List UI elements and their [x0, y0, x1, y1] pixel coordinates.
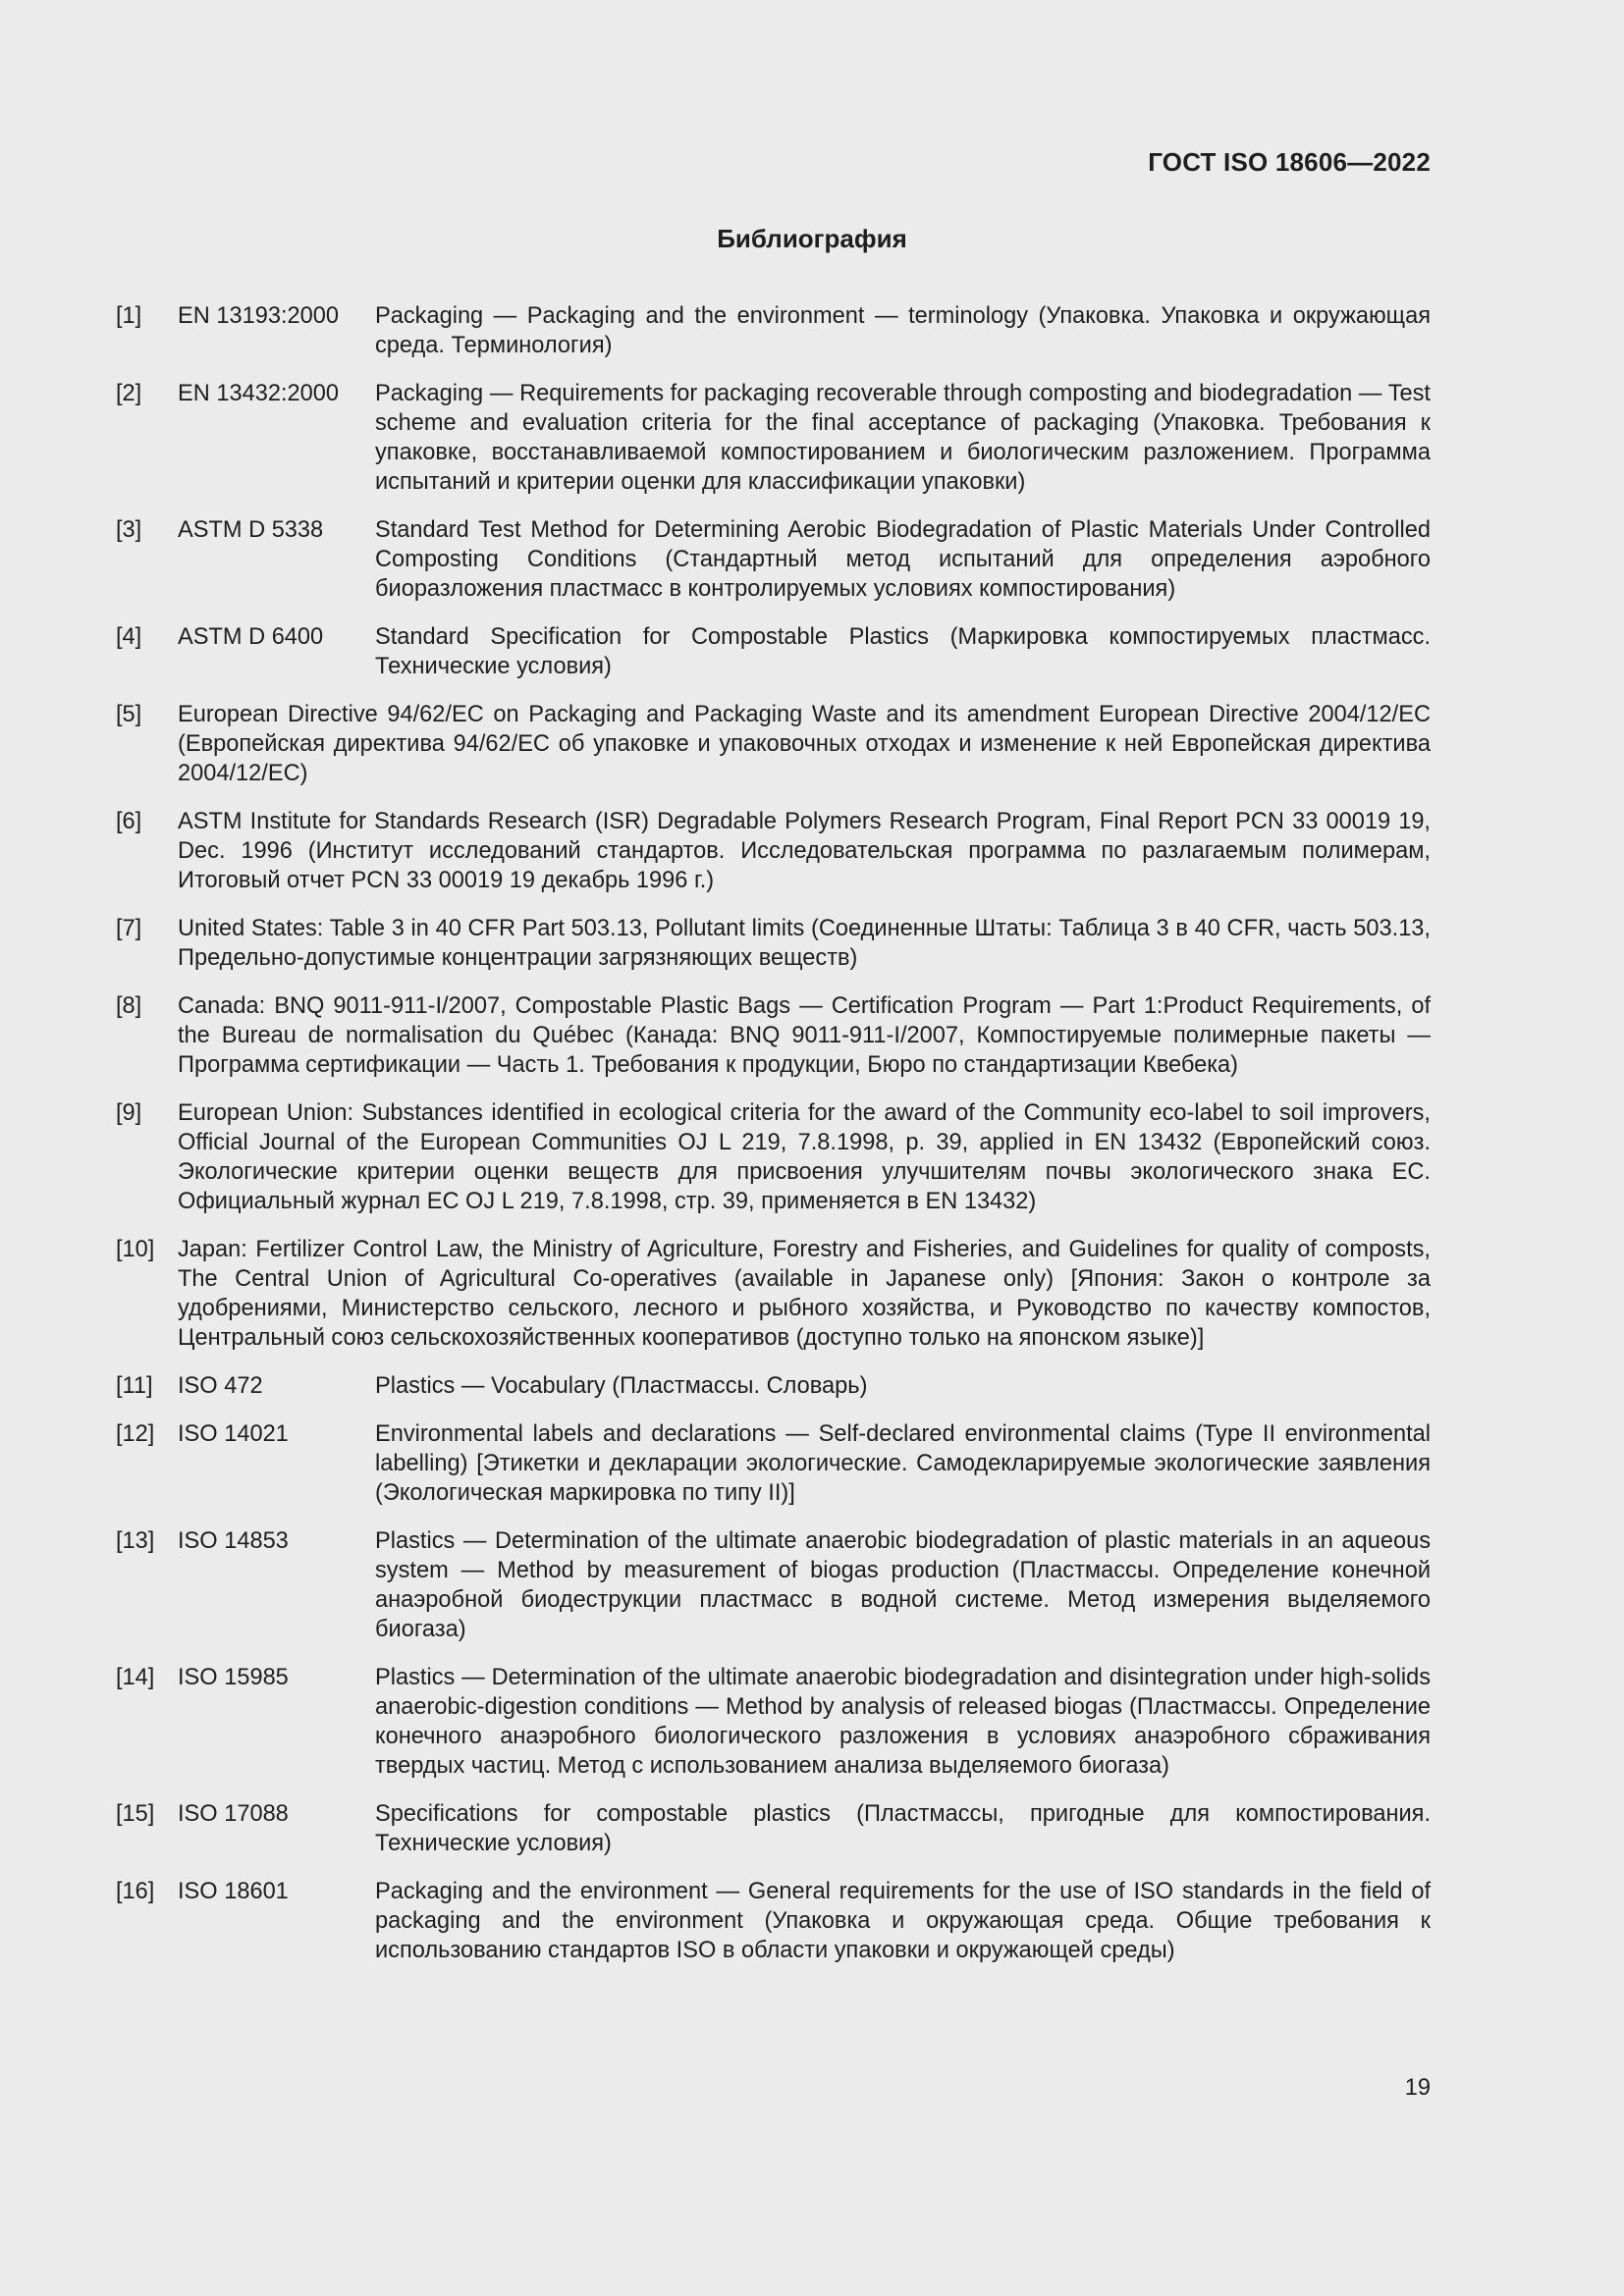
bibliography-list [116, 301, 1431, 1984]
entry-code: ASTM D 5338 [178, 517, 324, 543]
entry-code: ISO 14853 [178, 1528, 289, 1554]
bibliography-entry [116, 1799, 1431, 1858]
entry-code: ISO 18601 [178, 1879, 289, 1904]
entry-number: [2] [116, 381, 142, 406]
document-header: ГОСТ ISO 18606—2022 [1148, 147, 1431, 177]
entry-text: ASTM Institute for Standards Research (ISR) Degradable Polymers Research Program, Final Report PCN 33 00019 19, Dec. 1996 (Институт исследований стандартов. Исследовательская программа по разлагаемым полимерам, Итоговый отчет PCN 33 00019 19 декабрь 1996 г.) [178, 809, 1431, 893]
bibliography-entry [116, 1371, 1431, 1401]
entry-code: ISO 472 [178, 1373, 263, 1399]
entry-text: European Union: Substances identified in ecological criteria for the award of the Community eco-label to soil improvers, Official Journal of the European Communities OJ L 219, 7.8.1998, p. 39, applied in EN 13432 (Европейский союз. Экологические критерии оценки веществ для присвоения улучшителям почвы экологического знака ЕС. Официальный журнал ЕС OJ L 219, 7.8.1998, стр. 39, применяется в EN 13432) [178, 1100, 1431, 1214]
bibliography-entry [116, 1877, 1431, 1965]
entry-number: [13] [116, 1528, 155, 1554]
bibliography-entry [116, 991, 1431, 1080]
entry-number: [1] [116, 303, 142, 329]
entry-text: United States: Table 3 in 40 CFR Part 503.13, Pollutant limits (Соединенные Штаты: Таблица 3 в 40 CFR, часть 503.13, Предельно-допустимые концентрации загрязняющих веществ) [178, 916, 1431, 971]
bibliography-entry [116, 1235, 1431, 1353]
entry-code: EN 13432:2000 [178, 381, 339, 406]
entry-text: European Directive 94/62/EC on Packaging and Packaging Waste and its amendment European Directive 2004/12/EC (Европейская директива 94/62/EC об упаковке и упаковочных отходах и изменение к ней Европейская директива 2004/12/EC) [178, 702, 1431, 786]
entry-number: [8] [116, 993, 142, 1019]
entry-number: [3] [116, 517, 142, 543]
entry-text: Standard Test Method for Determining Aerobic Biodegradation of Plastic Materials Under Controlled Composting Conditions (Стандартный метод испытаний для определения аэробного биоразложения пластмасс в контролируемых условиях компостирования) [375, 517, 1431, 602]
entry-text: Plastics — Vocabulary (Пластмассы. Словарь) [375, 1373, 868, 1399]
entry-code: EN 13193:2000 [178, 303, 339, 329]
entry-number: [10] [116, 1237, 155, 1262]
bibliography-entry [116, 622, 1431, 681]
entry-text: Packaging — Requirements for packaging recoverable through composting and biodegradation — Test scheme and evaluation criteria for the final acceptance of packaging (Упаковка. Требования к упаковке, восстанавливаемой компостированием и биологическим разложением. Программа испытаний и критерии оценки для классификации упаковки) [375, 381, 1431, 495]
entry-text: Environmental labels and declarations — Self-declared environmental claims (Type II environmental labelling) [Этикетки и декларации экологические. Самодекларируемые экологические заявления (Экологическая маркировка по типу II)] [375, 1421, 1431, 1506]
bibliography-entry [116, 1526, 1431, 1644]
entry-number: [15] [116, 1801, 155, 1827]
entry-number: [6] [116, 809, 142, 834]
entry-code: ASTM D 6400 [178, 624, 324, 650]
bibliography-entry [116, 301, 1431, 360]
entry-number: [4] [116, 624, 142, 650]
entry-number: [16] [116, 1879, 155, 1904]
entry-code: ISO 17088 [178, 1801, 289, 1827]
bibliography-entry [116, 807, 1431, 895]
entry-number: [5] [116, 702, 142, 727]
entry-text: Packaging — Packaging and the environment — terminology (Упаковка. Упаковка и окружающая среда. Терминология) [375, 303, 1431, 358]
entry-number: [9] [116, 1100, 142, 1126]
entry-code: ISO 15985 [178, 1665, 289, 1690]
entry-text: Standard Specification for Compostable Plastics (Маркировка компостируемых пластмасс. Технические условия) [375, 624, 1431, 679]
bibliography-entry [116, 1663, 1431, 1781]
bibliography-entry [116, 700, 1431, 788]
entry-text: Plastics — Determination of the ultimate anaerobic biodegradation and disintegration under high-solids anaerobic-digestion conditions — Method by analysis of released biogas (Пластмассы. Определение конечного анаэробного биологического разложения в условиях анаэробного сбраживания твердых частиц. Метод с использованием анализа выделяемого биогаза) [375, 1665, 1431, 1779]
entry-number: [14] [116, 1665, 155, 1690]
page-title: Библиография [717, 224, 907, 253]
bibliography-entry [116, 515, 1431, 604]
entry-text: Specifications for compostable plastics (Пластмассы, пригодные для компостирования. Технические условия) [375, 1801, 1431, 1856]
entry-code: ISO 14021 [178, 1421, 289, 1447]
bibliography-entry [116, 914, 1431, 973]
entry-text: Plastics — Determination of the ultimate anaerobic biodegradation of plastic materials in an aqueous system — Method by measurement of biogas production (Пластмассы. Определение конечной анаэробной биодеструкции пластмасс в водной системе. Метод измерения выделяемого биогаза) [375, 1528, 1431, 1642]
entry-text: Japan: Fertilizer Control Law, the Ministry of Agriculture, Forestry and Fisheries, and Guidelines for quality of composts, The Central Union of Agricultural Co-operatives (available in Japanese only) [Япония: Закон о контроле за удобрениями, Министерство сельского, лесного и рыбного хозяйства, и Руководство по качеству компостов, Центральный союз сельскохозяйственных кооперативов (доступно только на японском языке)] [178, 1237, 1431, 1351]
entry-text: Packaging and the environment — General requirements for the use of ISO standards in the field of packaging and the environment (Упаковка и окружающая среда. Общие требования к использованию стандартов ISO в области упаковки и окружающей среды) [375, 1879, 1431, 1963]
entry-text: Canada: BNQ 9011-911-I/2007, Compostable Plastic Bags — Certification Program — Part 1:Product Requirements, of the Bureau de normalisation du Québec (Канада: BNQ 9011-911-I/2007, Компостируемые полимерные пакеты — Программа сертификации — Часть 1. Требования к продукции, Бюро по стандартизации Квебека) [178, 993, 1431, 1078]
bibliography-entry [116, 379, 1431, 497]
entry-number: [11] [116, 1373, 153, 1399]
entry-number: [7] [116, 916, 142, 941]
bibliography-entry [116, 1098, 1431, 1216]
page-number: 19 [1404, 2075, 1431, 2101]
bibliography-entry [116, 1419, 1431, 1508]
entry-number: [12] [116, 1421, 155, 1447]
